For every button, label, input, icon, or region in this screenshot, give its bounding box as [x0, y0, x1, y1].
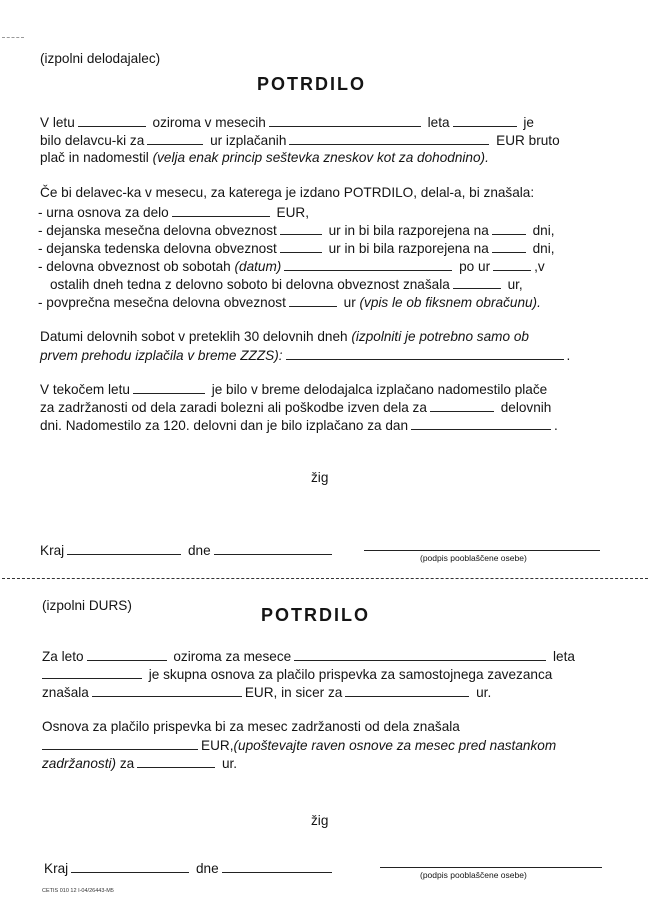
paragraph-line: znašala EUR, in sicer za ur.: [42, 685, 492, 700]
filler-note: (izpolni DURS): [42, 598, 132, 613]
paragraph-line: plač in nadomestil (velja enak princip seštevka zneskov kot za dohodnino).: [40, 150, 489, 165]
monthly-days-field[interactable]: [492, 222, 526, 235]
place-date-row: Kraj dne: [40, 542, 335, 559]
place-date-row: Kraj dne: [44, 860, 335, 877]
place-field[interactable]: [71, 860, 189, 873]
amount-field[interactable]: [289, 132, 489, 145]
paragraph-line: prvem prehodu izplačila v breme ZZZS): .: [40, 348, 571, 363]
form-title: POTRDILO: [261, 605, 370, 625]
paragraph-line: Za leto oziroma za mesece leta: [42, 649, 575, 664]
paragraph-line: zadržanosti) za ur.: [42, 756, 238, 771]
paragraph-line: EUR,(upoštevajte raven osnove za mesec pred nastankom: [42, 737, 556, 754]
hours-field[interactable]: [345, 684, 469, 697]
paragraph-line: V tekočem letu je bilo v breme delodajalca izplačano nadomestilo plače: [40, 382, 548, 397]
weekly-hours-field[interactable]: [280, 240, 322, 253]
amount-field[interactable]: [92, 684, 242, 697]
place-field[interactable]: [67, 542, 181, 555]
other-days-hours-field[interactable]: [453, 276, 501, 289]
saturday-dates-field[interactable]: [286, 347, 564, 360]
list-item: - delovna obveznost ob sobotah (datum) po ur ,v: [38, 259, 545, 274]
signature-field[interactable]: [364, 550, 600, 551]
list-item: - dejanska mesečna delovna obveznost ur in bi bila razporejena na dni,: [38, 223, 555, 238]
signature-caption: (podpis pooblaščene osebe): [420, 553, 527, 563]
paragraph-line: Osnova za plačilo prispevka bi za mesec zadržanosti od dela znašala: [42, 719, 460, 734]
saturday-hours-field[interactable]: [493, 258, 531, 271]
top-cut-mark: [2, 37, 24, 38]
list-item: - urna osnova za delo EUR,: [38, 205, 309, 220]
months-field[interactable]: [294, 648, 546, 661]
date-field[interactable]: [214, 542, 332, 555]
monthly-hours-field[interactable]: [280, 222, 322, 235]
list-item: - dejanska tedenska delovna obveznost ur in bi bila razporejena na dni,: [38, 241, 555, 256]
sick-days-field[interactable]: [430, 399, 494, 412]
paragraph-line: dni. Nadomestilo za 120. delovni dan je bilo izplačano za dan .: [40, 418, 558, 433]
signature-caption: (podpis pooblaščene osebe): [420, 870, 527, 880]
list-item: - povprečna mesečna delovna obveznost ur (vpis le ob fiksnem obračunu).: [38, 295, 541, 310]
leta-field[interactable]: [42, 666, 142, 679]
day-120-field[interactable]: [411, 417, 551, 430]
avg-monthly-hours-field[interactable]: [289, 294, 337, 307]
signature-field[interactable]: [380, 867, 602, 868]
hours-field[interactable]: [147, 132, 203, 145]
paragraph-line: V letu oziroma v mesecih leta je: [40, 115, 534, 130]
year-field[interactable]: [87, 648, 167, 661]
year-field[interactable]: [78, 114, 146, 127]
paragraph-line: za zadržanosti od dela zaradi bolezni ali poškodbe izven dela za delovnih: [40, 400, 552, 415]
hourly-base-field[interactable]: [172, 204, 270, 217]
filler-note: (izpolni delodajalec): [40, 51, 161, 66]
date-field[interactable]: [222, 860, 332, 873]
leta-field[interactable]: [453, 114, 517, 127]
cut-line: [2, 578, 648, 579]
saturday-date-field[interactable]: [284, 258, 452, 271]
base-hours-field[interactable]: [137, 755, 215, 768]
list-item-continued: ostalih dneh tedna z delovno soboto bi delovna obveznost znašala ur,: [50, 277, 523, 292]
current-year-field[interactable]: [133, 381, 205, 394]
months-field[interactable]: [269, 114, 421, 127]
intro-line: Če bi delavec-ka v mesecu, za katerega je izdano POTRDILO, delal-a, bi znašala:: [40, 185, 535, 200]
stamp-label: žig: [311, 470, 329, 485]
paragraph-line: bilo delavcu-ki za ur izplačanih EUR bruto: [40, 133, 560, 148]
form-code: CETIS 010 12 I-04/26443-M5: [42, 888, 114, 894]
stamp-label: žig: [311, 813, 329, 828]
paragraph-line: Datumi delovnih sobot v preteklih 30 delovnih dneh (izpolniti je potrebno samo ob: [40, 329, 529, 344]
paragraph-line: je skupna osnova za plačilo prispevka za samostojnega zavezanca: [42, 666, 552, 683]
form-title: POTRDILO: [257, 74, 366, 94]
base-amount-field[interactable]: [42, 737, 198, 750]
weekly-days-field[interactable]: [492, 240, 526, 253]
